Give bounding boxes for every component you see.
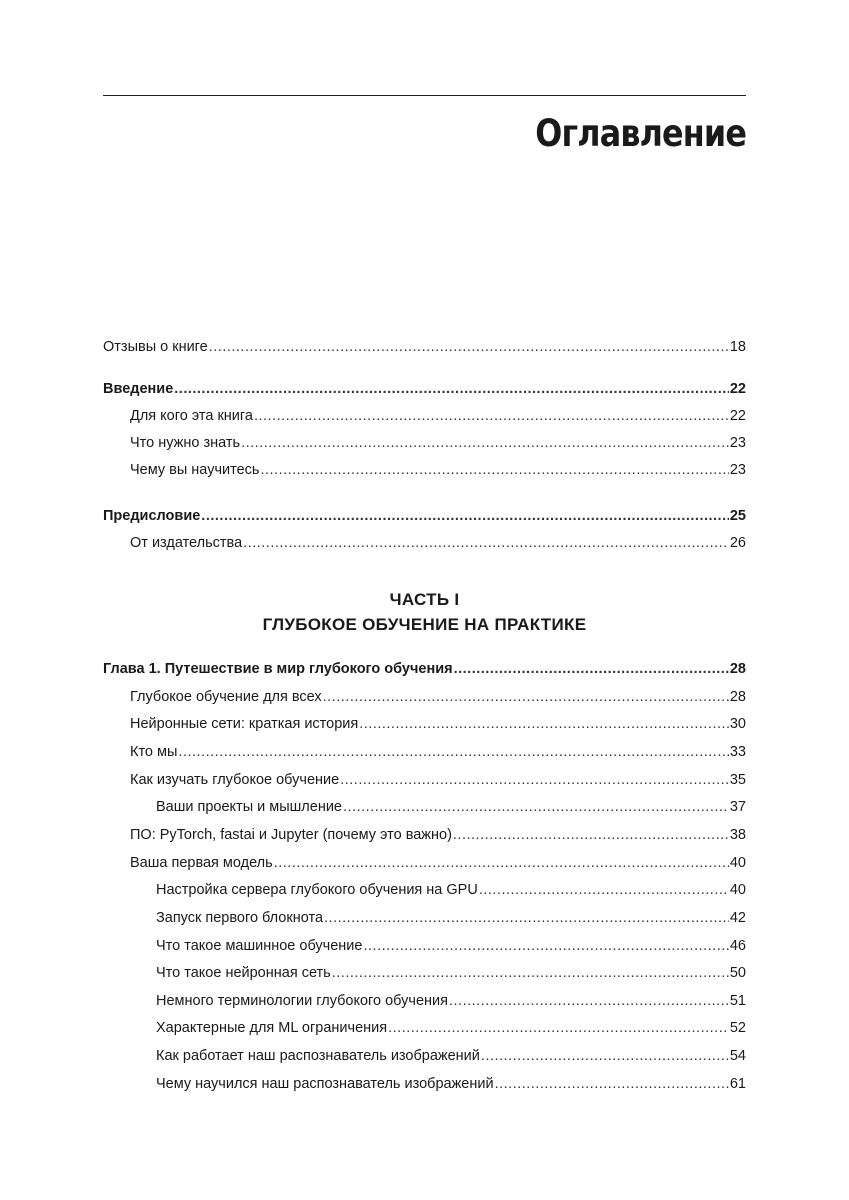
toc-leader-dots bbox=[201, 505, 729, 527]
toc-entry-page: 54 bbox=[729, 1048, 746, 1064]
toc-leader-dots bbox=[453, 824, 729, 846]
toc-entry-page: 25 bbox=[729, 508, 746, 524]
toc-leader-dots bbox=[241, 432, 729, 454]
toc-entry-label: Чему вы научитесь bbox=[130, 462, 260, 478]
toc-entry-label: Для кого эта книга bbox=[130, 408, 253, 424]
toc-entry-page: 23 bbox=[729, 462, 746, 478]
toc-entry-prerequisites[interactable] bbox=[103, 432, 746, 454]
toc-leader-dots bbox=[323, 686, 729, 708]
toc-entry-label: Кто мы bbox=[130, 744, 178, 760]
toc-leader-dots bbox=[174, 378, 729, 400]
toc-entry-label: Глава 1. Путешествие в мир глубокого обучения bbox=[103, 661, 453, 677]
toc-leader-dots bbox=[209, 336, 729, 358]
toc-leader-dots bbox=[340, 769, 729, 791]
toc-entry-label: Как работает наш распознаватель изображений bbox=[156, 1048, 480, 1064]
toc-entry-label: Глубокое обучение для всех bbox=[130, 689, 322, 705]
toc-entry-label: Что такое машинное обучение bbox=[156, 938, 363, 954]
toc-entry[interactable] bbox=[103, 879, 746, 901]
toc-entry-label: Как изучать глубокое обучение bbox=[130, 772, 340, 788]
toc-leader-dots bbox=[243, 532, 729, 554]
part-title: ГЛУБОКОЕ ОБУЧЕНИЕ НА ПРАКТИКЕ bbox=[262, 615, 587, 634]
toc-entry-label: Отзывы о книге bbox=[103, 339, 208, 355]
toc-leader-dots bbox=[178, 741, 728, 763]
toc-entry-reviews[interactable] bbox=[103, 336, 746, 358]
toc-leader-dots bbox=[449, 990, 729, 1012]
toc-entry[interactable] bbox=[103, 796, 746, 818]
toc-entry-page: 33 bbox=[729, 744, 746, 760]
toc-entry[interactable] bbox=[103, 769, 746, 791]
toc-leader-dots bbox=[343, 796, 729, 818]
toc-entry-publisher[interactable] bbox=[103, 532, 746, 554]
toc-entry-introduction[interactable] bbox=[103, 378, 746, 400]
part-heading bbox=[103, 588, 746, 640]
toc-entry[interactable] bbox=[103, 907, 746, 929]
toc-entry[interactable] bbox=[103, 1045, 746, 1067]
toc-entry-label: Ваша первая модель bbox=[130, 855, 273, 871]
toc-entry-page: 40 bbox=[729, 855, 746, 871]
toc-leader-dots bbox=[388, 1017, 729, 1039]
toc-leader-dots bbox=[359, 713, 729, 735]
toc-leader-dots bbox=[332, 962, 729, 984]
toc-entry-label: Чему научился наш распознаватель изображений bbox=[156, 1076, 494, 1092]
toc-entry-page: 23 bbox=[729, 435, 746, 451]
toc-entry-page: 42 bbox=[729, 910, 746, 926]
toc-entry-label: Что такое нейронная сеть bbox=[156, 965, 331, 981]
toc-entry-label: Характерные для ML ограничения bbox=[156, 1020, 388, 1036]
toc-entry-what-you-learn[interactable] bbox=[103, 459, 746, 481]
toc-entry[interactable] bbox=[103, 741, 746, 763]
toc-entry-preface[interactable] bbox=[103, 505, 746, 527]
toc-entry-page: 50 bbox=[729, 965, 746, 981]
toc-entry-page: 35 bbox=[729, 772, 746, 788]
toc-entry-page: 52 bbox=[729, 1020, 746, 1036]
toc-entry[interactable] bbox=[103, 686, 746, 708]
toc-entry-page: 26 bbox=[729, 535, 746, 551]
toc-entry-audience[interactable] bbox=[103, 405, 746, 427]
toc-entry-label: Введение bbox=[103, 381, 174, 397]
toc-leader-dots bbox=[324, 907, 729, 929]
toc-entry-label: Нейронные сети: краткая история bbox=[130, 716, 359, 732]
toc-leader-dots bbox=[479, 879, 729, 901]
page-title: Оглавление bbox=[535, 112, 746, 155]
toc-entry-label: ПО: PyTorch, fastai и Jupyter (почему это важно) bbox=[130, 827, 452, 843]
toc-entry-page: 37 bbox=[729, 799, 746, 815]
toc-entry[interactable] bbox=[103, 935, 746, 957]
toc-entry-page: 40 bbox=[729, 882, 746, 898]
top-rule bbox=[103, 95, 746, 96]
toc-entry-chapter-1[interactable] bbox=[103, 658, 746, 680]
toc-entry-page: 51 bbox=[729, 993, 746, 1009]
toc-leader-dots bbox=[260, 459, 728, 481]
toc-entry[interactable] bbox=[103, 990, 746, 1012]
toc-entry-label: Ваши проекты и мышление bbox=[156, 799, 342, 815]
toc-entry-page: 22 bbox=[729, 381, 746, 397]
part-number: ЧАСТЬ I bbox=[389, 590, 460, 609]
toc-entry-label: Что нужно знать bbox=[130, 435, 241, 451]
toc-leader-dots bbox=[254, 405, 729, 427]
toc-entry-label: Запуск первого блокнота bbox=[156, 910, 324, 926]
toc-entry[interactable] bbox=[103, 852, 746, 874]
toc-entry-label: Предисловие bbox=[103, 508, 201, 524]
toc-entry-page: 28 bbox=[729, 689, 746, 705]
toc-entry-page: 46 bbox=[729, 938, 746, 954]
toc-entry-page: 61 bbox=[729, 1076, 746, 1092]
toc-entry-label: Немного терминологии глубокого обучения bbox=[156, 993, 448, 1009]
toc-entry[interactable] bbox=[103, 1073, 746, 1095]
toc-entry-page: 22 bbox=[729, 408, 746, 424]
toc-entry[interactable] bbox=[103, 824, 746, 846]
toc-entry-page: 28 bbox=[729, 661, 746, 677]
toc-leader-dots bbox=[495, 1073, 729, 1095]
toc-leader-dots bbox=[454, 658, 729, 680]
toc-leader-dots bbox=[363, 935, 728, 957]
toc-leader-dots bbox=[274, 852, 729, 874]
toc-entry-label: От издательства bbox=[130, 535, 243, 551]
toc-entry-page: 18 bbox=[729, 339, 746, 355]
toc-entry[interactable] bbox=[103, 962, 746, 984]
toc-entry-label: Настройка сервера глубокого обучения на GPU bbox=[156, 882, 478, 898]
toc-entry-page: 38 bbox=[729, 827, 746, 843]
toc-entry[interactable] bbox=[103, 1017, 746, 1039]
toc-entry-page: 30 bbox=[729, 716, 746, 732]
toc-leader-dots bbox=[481, 1045, 729, 1067]
toc-entry[interactable] bbox=[103, 713, 746, 735]
